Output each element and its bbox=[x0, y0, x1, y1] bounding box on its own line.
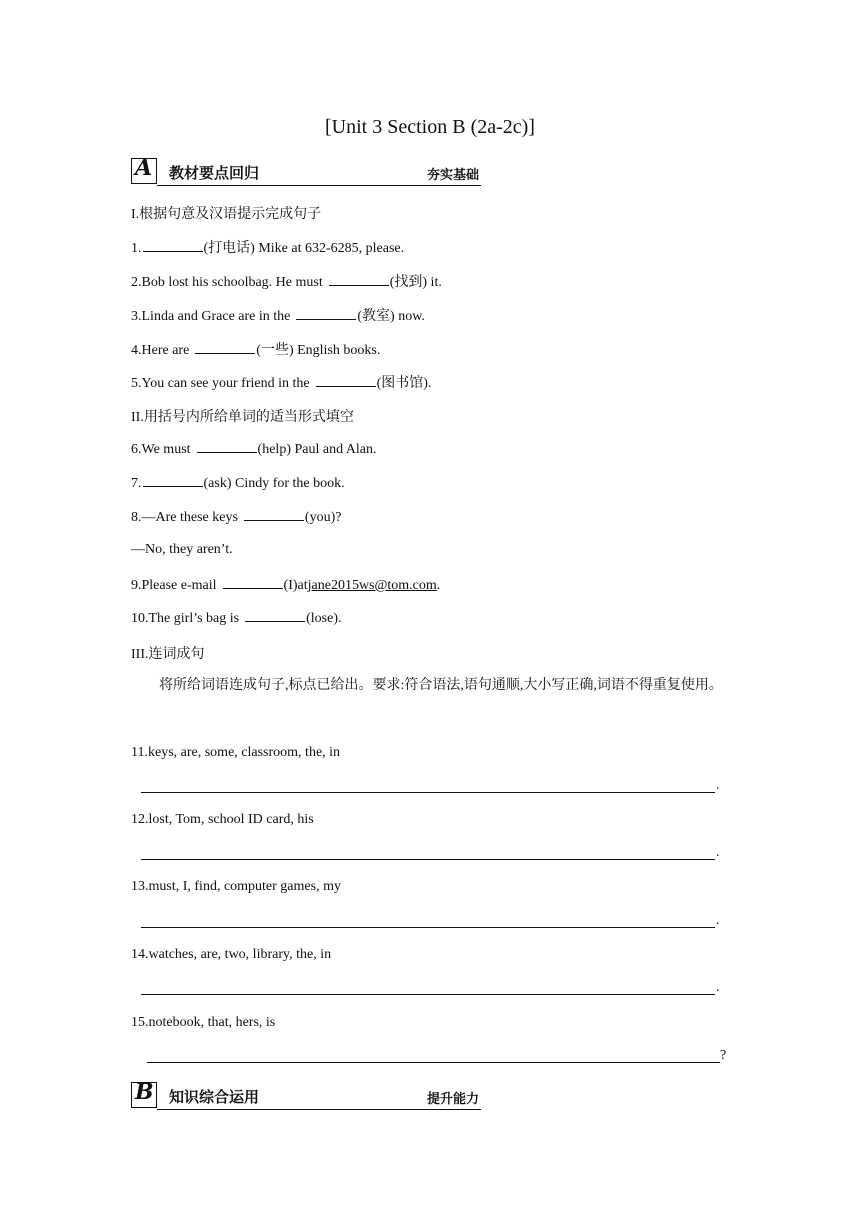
question-15: 15.notebook, that, hers, is bbox=[131, 1015, 276, 1030]
email-link[interactable]: jane2015ws@tom.com bbox=[307, 578, 437, 593]
section-b-tag: 提升能力 bbox=[426, 1092, 479, 1107]
question-8-reply: —No, they aren’t. bbox=[131, 542, 233, 557]
question-4 bbox=[131, 339, 380, 359]
answer-end-13: . bbox=[716, 913, 720, 928]
answer-blank[interactable] bbox=[244, 508, 304, 521]
question-suffix: (图书馆). bbox=[376, 376, 432, 391]
answer-blank[interactable] bbox=[296, 307, 356, 320]
section-b-rule bbox=[157, 1109, 481, 1110]
question-7 bbox=[131, 474, 345, 492]
question-suffix: (打电话) Mike at 632-6285, please. bbox=[203, 241, 405, 256]
answer-end-15: ? bbox=[720, 1048, 727, 1063]
question-11: 11.keys, are, some, classroom, the, in bbox=[131, 745, 341, 760]
question-prefix: 7. bbox=[131, 476, 142, 491]
section-b-letter: B bbox=[135, 1079, 154, 1105]
question-8 bbox=[131, 508, 341, 526]
question-12: 12.lost, Tom, school ID card, his bbox=[131, 812, 314, 827]
question-prefix: 10.The girl’s bag is bbox=[131, 611, 240, 626]
question-prefix: 1. bbox=[131, 241, 142, 256]
question-3 bbox=[131, 305, 425, 325]
answer-end-11: . bbox=[716, 778, 720, 793]
answer-line-12[interactable] bbox=[141, 859, 715, 860]
question-1 bbox=[131, 237, 404, 257]
question-prefix: 8.—Are these keys bbox=[131, 510, 238, 525]
question-suffix: (help) Paul and Alan. bbox=[257, 442, 377, 457]
question-suffix: (lose). bbox=[306, 611, 342, 626]
question-suffix: (ask) Cindy for the book. bbox=[203, 476, 345, 491]
question-14: 14.watches, are, two, library, the, in bbox=[131, 947, 332, 962]
answer-blank[interactable] bbox=[329, 273, 389, 286]
question-suffix: (找到) it. bbox=[389, 275, 442, 290]
question-prefix: 5.You can see your friend in the bbox=[131, 376, 310, 391]
question-5 bbox=[131, 372, 431, 392]
question-6 bbox=[131, 440, 377, 458]
question-prefix: 2.Bob lost his schoolbag. He must bbox=[131, 275, 323, 290]
section-a-banner bbox=[131, 155, 481, 186]
question-prefix: 4.Here are bbox=[131, 343, 190, 358]
answer-blank[interactable] bbox=[143, 239, 203, 252]
answer-line-14[interactable] bbox=[141, 994, 715, 995]
answer-line-13[interactable] bbox=[141, 927, 715, 928]
section-a-letter: A bbox=[135, 155, 153, 181]
question-2 bbox=[131, 271, 442, 291]
part1-heading: I.根据句意及汉语提示完成句子 bbox=[131, 207, 322, 222]
section-a-tag: 夯实基础 bbox=[426, 168, 479, 183]
section-b-heading: 知识综合运用 bbox=[169, 1088, 260, 1106]
page-title: [Unit 3 Section B (2a-2c)] bbox=[325, 116, 535, 138]
part2-heading: II.用括号内所给单词的适当形式填空 bbox=[131, 410, 354, 425]
question-tail: . bbox=[436, 578, 441, 593]
answer-line-11[interactable] bbox=[141, 792, 715, 793]
question-prefix: 6.We must bbox=[131, 442, 191, 457]
section-a-rule bbox=[157, 185, 481, 186]
question-suffix: (一些) English books. bbox=[256, 343, 381, 358]
part3-instruction: 将所给词语连成句子,标点已给出。要求:符合语法,语句通顺,大小写正确,词语不得重复使用。 bbox=[159, 678, 723, 693]
answer-end-14: . bbox=[716, 980, 720, 995]
answer-line-15[interactable] bbox=[147, 1062, 720, 1063]
answer-blank[interactable] bbox=[223, 576, 283, 589]
section-a-heading: 教材要点回归 bbox=[169, 164, 260, 182]
question-suffix: (教室) now. bbox=[357, 309, 425, 324]
answer-end-12: . bbox=[716, 845, 720, 860]
question-suffix: (you)? bbox=[304, 510, 342, 525]
question-10 bbox=[131, 609, 342, 627]
answer-blank[interactable] bbox=[195, 341, 255, 354]
question-suffix: (I)at bbox=[283, 578, 308, 593]
question-9 bbox=[131, 576, 440, 594]
answer-blank[interactable] bbox=[245, 609, 305, 622]
question-13: 13.must, I, find, computer games, my bbox=[131, 879, 341, 894]
section-b-banner bbox=[131, 1079, 481, 1110]
answer-blank[interactable] bbox=[197, 440, 257, 453]
answer-blank[interactable] bbox=[316, 374, 376, 387]
answer-blank[interactable] bbox=[143, 474, 203, 487]
part3-heading: III.连词成句 bbox=[131, 647, 205, 662]
question-prefix: 3.Linda and Grace are in the bbox=[131, 309, 291, 324]
question-prefix: 9.Please e-mail bbox=[131, 578, 217, 593]
